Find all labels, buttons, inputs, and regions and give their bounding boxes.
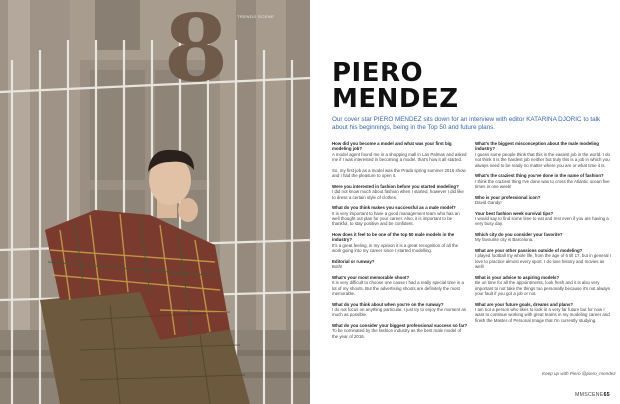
question: Your best fashion week survival tips? (475, 210, 554, 216)
qa-item (332, 323, 468, 339)
qa-item (475, 141, 611, 168)
answer: It is very important to have a good management team who has an well thought out plan for your career. Also, it is important to be thankful, to stay positive and be confident. (332, 210, 460, 227)
question: What do you think about when you're on the runway? (332, 301, 444, 307)
answer: I do not focus on anything particular. I just try to enjoy the moment as much as possible. (332, 307, 466, 318)
answer: It is very difficult to choose one cause I had a really special time in a lot of my shoots. But the advertising shoots are definitely the most memorable. (332, 280, 464, 297)
article-intro: Our cover star PIERO MENDEZ sits down for an interview with editor KATARINA DJORIC to talk about his beginnings, being in the Top 50 and future plans. (332, 116, 601, 132)
qa-item (332, 232, 468, 254)
qa-item (475, 195, 611, 206)
qa-item (332, 259, 468, 270)
social-handle-note: Keep up with Piero @piero_mendez (542, 371, 616, 376)
qa-item (332, 302, 468, 318)
answer: My favourite city is Barcelona. (475, 237, 534, 243)
question: Editorial or runway? (332, 258, 375, 264)
qa-item (475, 248, 611, 270)
answer: So, my first job as a model was the Prada spring summer 2016 show and I had the pleasure to open it. (332, 167, 466, 179)
question: What are your future goals, dreams and plans? (475, 301, 574, 307)
answer: I guess some people think that this is the easiest job in the world. I do not think it is the hardest job neither but truly this is a job in which you always need to be ready no matter where you are or what time it is. (475, 151, 610, 168)
article-title (332, 60, 459, 112)
answer: I would say to find some time to eat and rest even if you are having a very busy day. (475, 216, 609, 227)
question: What's the biggest misconception about the male modeling industry? (475, 141, 599, 152)
answer: I am not a person who likes to look in a very far future but for now I want to continue working with great teams in my modeling career and finish the Master of Personal Image that I'm currently studying. (475, 307, 610, 323)
question: What do you consider your biggest professional success so far? (332, 323, 468, 329)
qa-item (475, 211, 611, 227)
answer: I played football my whole life, from the age of 6 till 17, but in general I love to practice almost every sport. I do love history and movies as well! (475, 253, 611, 270)
page-folio (575, 392, 610, 398)
question: Which city do you consider your favorite? (475, 232, 563, 238)
question: Were you interested in fashion before you started modeling? (332, 183, 459, 189)
question: What's your most memorable shoot? (332, 274, 410, 280)
folio-brand: MMSCENE (575, 392, 604, 398)
qa-item (332, 184, 468, 200)
question: What's the craziest thing you've done in the name of fashion? (475, 173, 604, 179)
right-column (475, 141, 611, 328)
qa-item (475, 232, 611, 243)
building-number: 8 (164, 0, 229, 102)
qa-item (475, 302, 611, 324)
qa-item (332, 168, 468, 179)
question: What is your advice to aspiring models? (475, 274, 560, 280)
answer: David Gandy! (475, 200, 502, 206)
qa-item (332, 141, 468, 163)
answer: To be nominated by the fashion industry as the best male model of the year of 2016. (332, 328, 462, 339)
question: How did you become a model and what was your first big modeling job? (332, 141, 452, 152)
qa-item (332, 205, 468, 227)
answer: Both! (332, 264, 343, 270)
photo-credit: TRENDS SCENE (237, 14, 275, 19)
question: What do you think makes you successful as a male model? (332, 205, 456, 211)
qa-item (475, 275, 611, 297)
page-number: 65 (603, 392, 610, 398)
answer: I did not know much about fashion when I started, however I did like to dress a certain style of clothes. (332, 189, 464, 200)
answer: A model agent found me in a shopping mall in Las Palmas and asked me if I was interested in becoming a model, that's how it all started. (332, 151, 467, 163)
article-page (310, 0, 620, 404)
question: What are your other passions outside of modeling? (475, 248, 583, 254)
title-line-1: PIERO (332, 58, 424, 88)
left-column (332, 141, 468, 344)
answer: Be on time for all the appointments, look fresh and it is also very important to not take the things too personally because it's not always your fault if you got a job or not. (475, 280, 611, 297)
qa-item (475, 173, 611, 189)
answer: It's a great feeling, in my opinion it is a great recognition of all the work going into my career since I started modelling. (332, 242, 459, 254)
title-line-2: MENDEZ (332, 84, 459, 114)
qa-item (332, 275, 468, 297)
question: Who is your professional icon? (475, 194, 541, 200)
answer: I think the craziest thing I've done was to cross the Atlantic ocean five times in one week! (475, 178, 610, 190)
question: How does it feel to be one of the top 50 male models in the industry? (332, 232, 455, 243)
